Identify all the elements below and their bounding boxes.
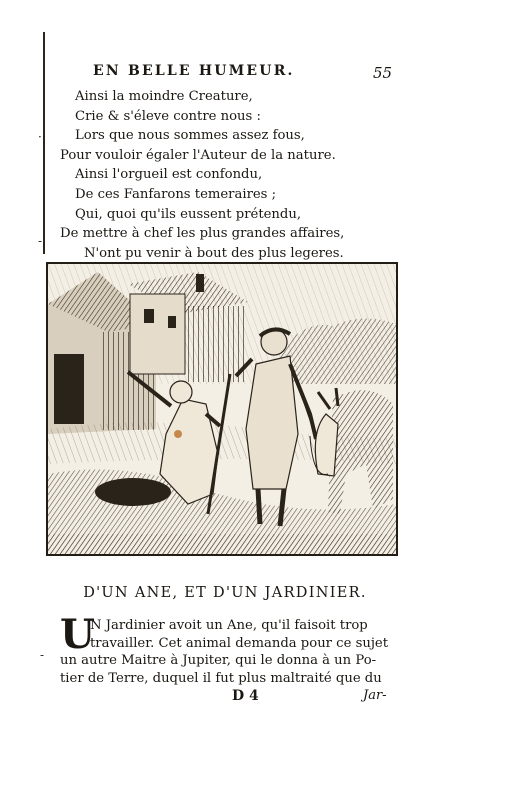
fable-line: travailler. Cet animal demanda pour ce sujet: [90, 635, 389, 651]
verse-line: De ces Fanfarons temeraires ;: [75, 186, 277, 202]
drop-cap: U: [60, 611, 95, 658]
running-head: EN BELLE HUMEUR.: [93, 63, 295, 79]
verse-line: Crie & s'éleve contre nous :: [75, 108, 261, 124]
fable-title: D'UN ANE, ET D'UN JARDINIER.: [83, 585, 367, 601]
catchword: Jar-: [363, 688, 387, 703]
verse-line: N'ont pu venir à bout des plus legeres.: [84, 245, 344, 261]
verse-line: Qui, quoi qu'ils eussent prétendu,: [75, 206, 302, 222]
margin-rule: [43, 32, 45, 254]
margin-mark: -: [38, 234, 43, 248]
fable-line: un autre Maitre à Jupiter, qui le donna à un Po-: [60, 653, 377, 669]
page-number: 55: [373, 64, 393, 82]
verse-block: [60, 87, 380, 263]
verse-line: Ainsi la moindre Creature,: [75, 89, 253, 104]
margin-mark: -: [40, 648, 45, 662]
fable-text: [60, 611, 390, 687]
verse-line: De mettre à chef les plus grandes affaires,: [60, 226, 345, 242]
verse-line: Lors que nous sommes assez fous,: [75, 128, 305, 144]
verse-line: Ainsi l'orgueil est confondu,: [75, 167, 263, 183]
verse-line: Pour vouloir égaler l'Auteur de la nature.: [60, 147, 336, 163]
margin-mark: ·: [38, 130, 42, 144]
signature-mark: D 4: [232, 688, 259, 704]
woodcut-illustration: [46, 262, 398, 556]
fable-line: N Jardinier avoit un Ane, qu'il faisoit trop: [90, 618, 368, 633]
fable-line: tier de Terre, duquel il fut plus maltraité que du: [60, 670, 382, 686]
gardener-and-donkey-engraving: [48, 264, 396, 554]
